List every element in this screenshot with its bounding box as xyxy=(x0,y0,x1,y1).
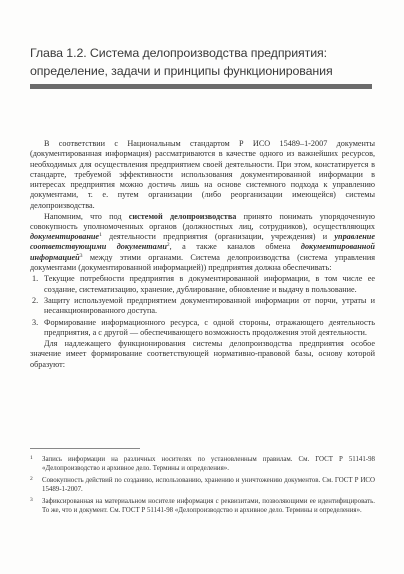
body-text xyxy=(30,139,375,370)
footnote-ref-1[interactable]: 1 xyxy=(99,232,102,239)
paragraph-2-text-c: деятельности предприятия (организации, учреждения) и xyxy=(101,232,335,242)
paragraph-2-text-b: принято понимать упорядоченную совокупность уполномоченных органов (должностных лиц, сотрудников), осуществляющих xyxy=(30,211,375,231)
footnote-3 xyxy=(30,497,375,515)
paragraph-2-text-d: , а также каналов обмена xyxy=(169,242,301,252)
chapter-title xyxy=(30,44,380,80)
term-document-system: системой делопроизводства xyxy=(128,211,237,221)
chapter-title-rule xyxy=(30,84,372,89)
paragraph-2-text-a: Напомним, что под xyxy=(44,211,129,221)
term-document-management: управление соответствующими документами xyxy=(30,232,375,252)
term-documenting: документирование xyxy=(30,232,100,242)
list-item-text: Текущие потребности предприятия в документированной информации, в том числе ее создание, систематизацию, хранение, дублирование, обновление и выдачу в пользование. xyxy=(44,274,375,294)
term-documented-information: документированной информацией xyxy=(30,242,375,262)
footnote-separator xyxy=(30,448,140,449)
chapter-title-line-2: определение, задачи и принципы функционирования xyxy=(30,64,333,78)
footnote-text: Запись информации на различных носителях по установленным правилам. См. ГОСТ Р 51141-98 «Делопроизводство и архивное дело. Термины и определения». xyxy=(42,456,375,472)
footnote-2 xyxy=(30,476,375,494)
list-item xyxy=(30,318,375,339)
footnote-text: Зафиксированная на материальном носителе информация с реквизитами, позволяющими ее идентифицировать. То же, что и документ. См. ГОСТ Р 51141-98 «Делопроизводство и архивное дело. Термины и определения». xyxy=(42,498,375,514)
footnote-ref-2[interactable]: 2 xyxy=(166,242,170,249)
list-item-text: Защиту используемой предприятием документированной информации от порчи, утраты и несанкционированного доступа. xyxy=(44,295,375,316)
list-item-number: 1. xyxy=(32,274,39,284)
paragraph-2 xyxy=(30,212,375,274)
paragraph-1: В соответствии с Национальным стандартом Р ИСО 15489–1-2007 документы (документированная информация) рассматриваются в качестве одного из важнейших ресурсов, необходимых для осуществления предприятием своей деятельности. При этом, констатируется в стандарте, требуемой эффективности использования документированной информации в интересах предприятия можно достичь лишь на основе системного подхода к управлению документами, т. е. путем организации (либо реорганизации имеющейся) системы делопроизводства. xyxy=(30,139,375,210)
footnotes xyxy=(30,455,375,518)
footnote-number: 1 xyxy=(30,455,33,461)
list-item-text: Формирование информационного ресурса, с одной стороны, отражающего деятельность предприятия, а с другой — обеспечивающего возможность продолжения этой деятельности. xyxy=(44,317,375,337)
footnote-text: Совокупность действий по созданию, использованию, хранению и уничтожению документов. См. ГОСТ Р ИСО 15489-1-2007. xyxy=(42,477,375,493)
footnote-ref-3[interactable]: 3 xyxy=(79,252,83,259)
chapter-title-line-1: Глава 1.2. Система делопроизводства предприятия: xyxy=(30,46,327,60)
list-item xyxy=(30,296,375,317)
requirements-list xyxy=(30,274,375,338)
list-item-number: 2. xyxy=(32,295,39,305)
footnote-number: 2 xyxy=(30,476,33,482)
list-item-number: 3. xyxy=(32,317,39,327)
paragraph-2-text-e: между этими органами. Система делопроизводства (система управления документами (документированной информацией)) предприятия должна обеспечивать: xyxy=(30,252,375,273)
footnote-number: 3 xyxy=(30,497,33,503)
list-item xyxy=(30,274,375,295)
paragraph-3: Для надлежащего функционирования системы делопроизводства предприятия особое значение имеет формирование соответствующей нормативно-правовой базы, основу которой образуют: xyxy=(30,339,375,369)
footnote-1 xyxy=(30,455,375,473)
